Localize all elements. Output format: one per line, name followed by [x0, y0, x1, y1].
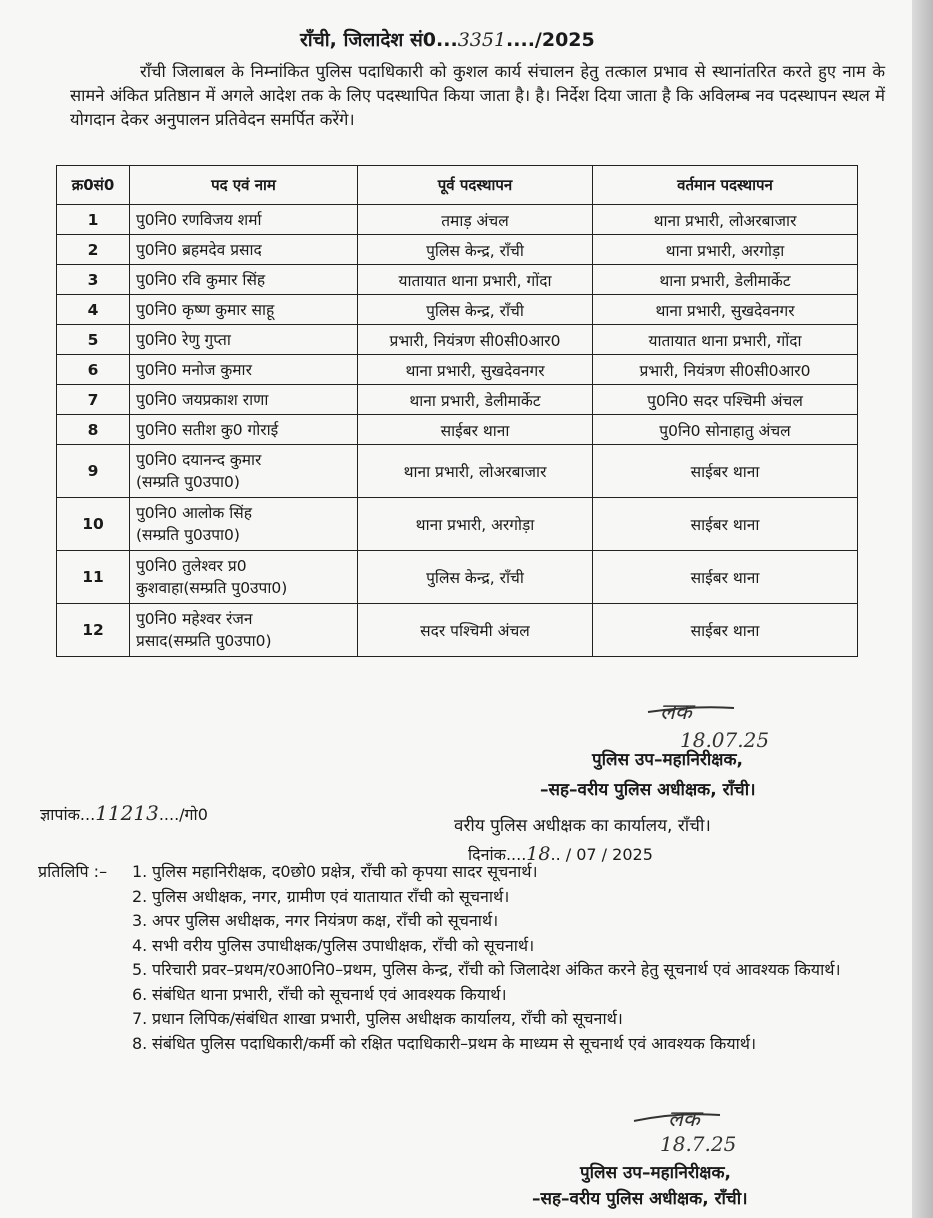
- dated-day: 18: [526, 843, 551, 865]
- name-cell: [130, 235, 358, 265]
- officer-name-note: कुशवाहा(सम्प्रति पु0उपा0): [136, 579, 288, 597]
- officer-name: पु0नि0 जयप्रकाश राणा: [136, 390, 269, 409]
- current-post-cell: साईबर थाना: [593, 604, 858, 657]
- dated-label: दिनांक: [468, 845, 506, 864]
- office-name: वरीय पुलिस अधीक्षक का कार्यालय, राँची।: [454, 816, 711, 836]
- previous-post-cell: पुलिस केन्द्र, राँची: [358, 235, 593, 265]
- table-row: [57, 498, 858, 551]
- previous-post-cell: थाना प्रभारी, डेलीमार्केट: [358, 385, 593, 415]
- order-title-prefix: राँची, जिलादेश सं0...: [300, 29, 458, 51]
- list-item: 4. सभी वरीय पुलिस उपाधीक्षक/पुलिस उपाधीक्षक, राँची को सूचनार्थ।: [132, 935, 535, 955]
- current-post-cell: थाना प्रभारी, डेलीमार्केट: [593, 265, 858, 295]
- officer-name: पु0नि0 रेणु गुप्ता: [136, 330, 231, 349]
- dated-rest: / 07 / 2025: [565, 845, 653, 864]
- intro-paragraph: राँची जिलाबल के निम्नांकित पुलिस पदाधिकारी को कुशल कार्य संचालन हेतु तत्काल प्रभाव से स्थानांतरित करते हुए नाम के सामने अंकित प्रतिष्ठान में अगले आदेश तक के लिए पदस्थापित किया जाता है। है। निर्देश दिया जाता है कि अविलम्ब नव पदस्थापन स्थल में योगदान देकर अनुपालन प्रतिवेदन समर्पित करेंगे।: [70, 62, 885, 129]
- signatory-title: पुलिस उप–महानिरीक्षक,: [592, 750, 743, 770]
- name-cell: [130, 498, 358, 551]
- name-cell: [130, 445, 358, 498]
- previous-post-cell: सदर पश्चिमी अंचल: [358, 604, 593, 657]
- order-title: [300, 26, 595, 52]
- current-post-cell: थाना प्रभारी, अरगोड़ा: [593, 235, 858, 265]
- col-header-previous: पूर्व पदस्थापन: [358, 166, 593, 205]
- serial-cell: 11: [57, 551, 130, 604]
- current-post-cell: थाना प्रभारी, सुखदेवनगर: [593, 295, 858, 325]
- col-header-name: पद एवं नाम: [130, 166, 358, 205]
- serial-cell: 6: [57, 355, 130, 385]
- current-post-cell: थाना प्रभारी, लोअरबाजार: [593, 205, 858, 235]
- previous-post-cell: थाना प्रभारी, सुखदेवनगर: [358, 355, 593, 385]
- list-item: 1. पुलिस महानिरीक्षक, द0छो0 प्रक्षेत्र, राँची को कृपया सादर सूचनार्थ।: [132, 862, 538, 881]
- table-row: [57, 235, 858, 265]
- signature-stroke: [632, 1105, 722, 1133]
- memo-reference: ज्ञापांक...11213..../गो0: [40, 801, 208, 825]
- table-row: [57, 205, 858, 235]
- name-cell: [130, 551, 358, 604]
- col-header-current: वर्तमान पदस्थापन: [593, 166, 858, 205]
- name-cell: [130, 604, 358, 657]
- signatory-designation: –सह–वरीय पुलिस अधीक्षक, राँची।: [532, 1189, 748, 1209]
- copy-label: प्रतिलिपि :–: [38, 862, 108, 881]
- officer-name: पु0नि0 आलोक सिंह: [136, 504, 252, 522]
- previous-post-cell: साईबर थाना: [358, 415, 593, 445]
- officer-name: पु0नि0 कृष्ण कुमार साहू: [136, 300, 275, 319]
- signature-initials: लक: [660, 700, 692, 725]
- table-row: [57, 551, 858, 604]
- name-cell: [130, 385, 358, 415]
- signatory-designation: –सह–वरीय पुलिस अधीक्षक, राँची।: [540, 780, 756, 800]
- table-row: [57, 445, 858, 498]
- serial-cell: 9: [57, 445, 130, 498]
- col-header-sn: क्र0सं0: [57, 166, 130, 205]
- signature-scrawl: [668, 1103, 700, 1133]
- officer-name: पु0नि0 रवि कुमार सिंह: [136, 270, 266, 289]
- serial-cell: 1: [57, 205, 130, 235]
- officer-name: पु0नि0 रणविजय शर्मा: [136, 210, 262, 229]
- current-post-cell: यातायात थाना प्रभारी, गोंदा: [593, 325, 858, 355]
- name-cell: [130, 355, 358, 385]
- previous-post-cell: यातायात थाना प्रभारी, गोंदा: [358, 265, 593, 295]
- table-row: [57, 265, 858, 295]
- memo-number: 11213: [95, 801, 159, 825]
- copy-list: [132, 860, 872, 1056]
- table-row: [57, 295, 858, 325]
- memo-suffix: /गो0: [179, 805, 208, 824]
- previous-post-cell: थाना प्रभारी, लोअरबाजार: [358, 445, 593, 498]
- current-post-cell: साईबर थाना: [593, 551, 858, 604]
- list-item: 2. पुलिस अधीक्षक, नगर, ग्रामीण एवं यातायात राँची को सूचनार्थ।: [132, 886, 510, 906]
- signature-initials: लक: [668, 1107, 700, 1132]
- name-cell: [130, 415, 358, 445]
- officer-name: पु0नि0 सतीश कु0 गोराई: [136, 420, 279, 439]
- signatory-title: पुलिस उप–महानिरीक्षक,: [580, 1163, 731, 1183]
- transfer-table: [56, 165, 858, 657]
- previous-post-cell: पुलिस केन्द्र, राँची: [358, 551, 593, 604]
- current-post-cell: साईबर थाना: [593, 498, 858, 551]
- officer-name: पु0नि0 मनोज कुमार: [136, 360, 252, 379]
- previous-post-cell: पुलिस केन्द्र, राँची: [358, 295, 593, 325]
- dated-line: दिनांक....18.. / 07 / 2025: [468, 843, 653, 865]
- serial-cell: 7: [57, 385, 130, 415]
- table-row: [57, 325, 858, 355]
- list-item: 5. परिचारी प्रवर–प्रथम/र0आ0नि0–प्रथम, पुलिस केन्द्र, राँची को जिलादेश अंकित करने हेतु सूचनार्थ एवं आवश्यक कियार्थ।: [132, 960, 841, 979]
- officer-name: पु0नि0 महेश्वर रंजन: [136, 610, 253, 628]
- list-item: 6. संबंधित थाना प्रभारी, राँची को सूचनार्थ एवं आवश्यक कियार्थ।: [132, 984, 507, 1004]
- name-cell: [130, 325, 358, 355]
- current-post-cell: पु0नि0 सदर पश्चिमी अंचल: [593, 385, 858, 415]
- serial-cell: 5: [57, 325, 130, 355]
- serial-cell: 3: [57, 265, 130, 295]
- officer-name: पु0नि0 दयानन्द कुमार: [136, 451, 262, 469]
- order-title-suffix: ..../2025: [506, 29, 595, 51]
- previous-post-cell: तमाड़ अंचल: [358, 205, 593, 235]
- list-item: 8. संबंधित पुलिस पदाधिकारी/कर्मी को रक्षित पदाधिकारी–प्रथम के माध्यम से सूचनार्थ एवं आवश्यक कियार्थ।: [132, 1033, 757, 1053]
- list-item: 7. प्रधान लिपिक/संबंधित शाखा प्रभारी, पुलिस अधीक्षक कार्यालय, राँची को सूचनार्थ।: [132, 1009, 623, 1028]
- officer-name-note: (सम्प्रति पु0उपा0): [136, 473, 240, 491]
- list-item: 3. अपर पुलिस अधीक्षक, नगर नियंत्रण कक्ष, राँची को सूचनार्थ।: [132, 911, 499, 930]
- name-cell: [130, 265, 358, 295]
- serial-cell: 12: [57, 604, 130, 657]
- page-edge: [912, 0, 933, 1218]
- signature-date: 18.07.25: [680, 728, 770, 752]
- officer-name-note: प्रसाद(सम्प्रति पु0उपा0): [136, 632, 272, 650]
- table-row: [57, 604, 858, 657]
- serial-cell: 4: [57, 295, 130, 325]
- name-cell: [130, 205, 358, 235]
- officer-name-note: (सम्प्रति पु0उपा0): [136, 526, 240, 544]
- name-cell: [130, 295, 358, 325]
- officer-name: पु0नि0 ब्रहमदेव प्रसाद: [136, 240, 262, 259]
- officer-name: पु0नि0 तुलेश्वर प्र0: [136, 557, 247, 575]
- previous-post-cell: प्रभारी, नियंत्रण सी0सी0आर0: [358, 325, 593, 355]
- serial-cell: 2: [57, 235, 130, 265]
- order-number: 3351: [457, 29, 507, 51]
- current-post-cell: प्रभारी, नियंत्रण सी0सी0आर0: [593, 355, 858, 385]
- signature-scrawl: [660, 696, 692, 726]
- table-row: [57, 355, 858, 385]
- serial-cell: 10: [57, 498, 130, 551]
- previous-post-cell: थाना प्रभारी, अरगोड़ा: [358, 498, 593, 551]
- memo-label: ज्ञापांक: [40, 805, 80, 824]
- current-post-cell: पु0नि0 सोनाहातु अंचल: [593, 415, 858, 445]
- signature-stroke: [646, 698, 736, 726]
- current-post-cell: साईबर थाना: [593, 445, 858, 498]
- table-row: [57, 385, 858, 415]
- table-header-row: [57, 166, 858, 205]
- table-row: [57, 415, 858, 445]
- serial-cell: 8: [57, 415, 130, 445]
- signature-date: 18.7.25: [660, 1132, 737, 1156]
